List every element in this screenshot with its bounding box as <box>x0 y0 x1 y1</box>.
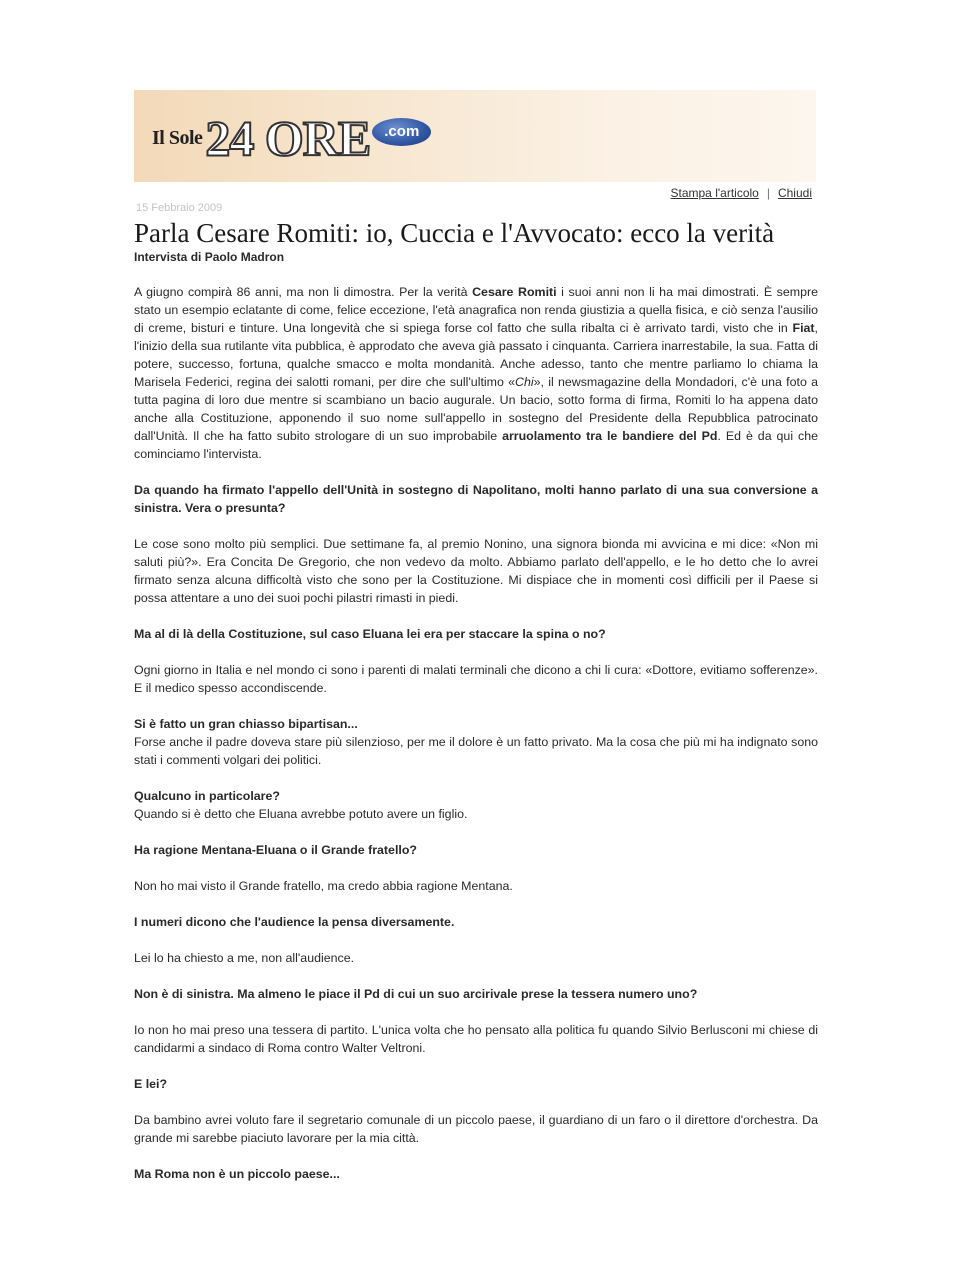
interview-answer: Non ho mai visto il Grande fratello, ma credo abbia ragione Mentana. <box>134 879 513 893</box>
interview-question: Ma al di là della Costituzione, sul caso Eluana lei era per staccare la spina o no? <box>134 627 606 641</box>
toolbar-separator: | <box>766 186 770 200</box>
article-date: 15 Febbraio 2009 <box>136 202 223 214</box>
site-logo[interactable] <box>152 108 431 168</box>
header-banner <box>134 90 816 182</box>
interview-question: Qualcuno in particolare? <box>134 789 280 803</box>
fiat-highlight: Fiat <box>792 321 815 335</box>
close-link[interactable]: Chiudi <box>777 186 812 200</box>
logo-24ore: 24 ORE <box>205 110 371 166</box>
interview-question: Ha ragione Mentana-Eluana o il Grande fratello? <box>134 843 417 857</box>
pd-highlight: arruolamento tra le bandiere del Pd <box>502 429 718 443</box>
interview-answer: Forse anche il padre doveva stare più silenzioso, per me il dolore è un fatto privato. Ma la cosa che più mi ha indignato sono stati i commenti volgari dei politici. <box>134 735 818 767</box>
interview-answer: Quando si è detto che Eluana avrebbe potuto avere un figlio. <box>134 807 468 821</box>
interview-answer: Ogni giorno in Italia e nel mondo ci sono i parenti di malati terminali che dicono a chi li cura: «Dottore, evitiamo sofferenze». E il medico spesso accondiscende. <box>134 663 818 695</box>
interview-question: E lei? <box>134 1077 168 1091</box>
logo-com-badge: .com <box>372 118 431 146</box>
print-article-link[interactable]: Stampa l'articolo <box>670 186 759 200</box>
logo-il-sole: Il Sole <box>152 126 203 149</box>
article-toolbar <box>671 186 813 200</box>
chi-magazine-name: Chi <box>515 375 534 389</box>
interview-answer: Da bambino avrei voluto fare il segretario comunale di un piccolo paese, il guardiano di un faro o il direttore d'orchestra. Da grande mi sarebbe piaciuto lavorare per la mia città. <box>134 1113 818 1145</box>
article-byline: Intervista di Paolo Madron <box>134 250 285 264</box>
interview-question: Da quando ha firmato l'appello dell'Unità in sostegno di Napolitano, molti hanno parlato di una sua conversione a sinistra. Vera o presunta? <box>134 483 818 515</box>
interview-answer: Io non ho mai preso una tessera di partito. L'unica volta che ho pensato alla politica fu quando Silvio Berlusconi mi chiese di candidarmi a sindaco di Roma contro Walter Veltroni. <box>134 1023 818 1055</box>
article-title: Parla Cesare Romiti: io, Cuccia e l'Avvocato: ecco la verità <box>134 218 775 248</box>
name-highlight: Cesare Romiti <box>472 285 557 299</box>
interview-answer: Lei lo ha chiesto a me, non all'audience. <box>134 951 355 965</box>
interview-answer: Le cose sono molto più semplici. Due settimane fa, al premio Nonino, una signora bionda mi avvicina e mi dice: «Non mi saluti più?». Era Concita De Gregorio, che non vedevo da molto. Abbiamo parlato dell'appello, e le ho detto che lo avrei firmato senza alcuna difficoltà visto che sono per la Costituzione. Mi dispiace che in momenti così difficili per il Paese si possa attentare a uno dei suoi pochi pilastri rimasti in piedi. <box>134 537 818 605</box>
article-body <box>134 283 818 1183</box>
interview-question: Non è di sinistra. Ma almeno le piace il Pd di cui un suo arcirivale prese la tessera numero uno? <box>134 987 698 1001</box>
interview-question: Ma Roma non è un piccolo paese... <box>134 1167 340 1181</box>
interview-question: I numeri dicono che l'audience la pensa diversamente. <box>134 915 455 929</box>
article-intro: A giugno compirà 86 anni, ma non li dimostra. Per la verità Cesare Romiti i suoi anni non li ha mai dimostrati. È sempre stato un esempio eclatante di come, felice eccezione, l'età anagrafica non renda giustizia a quella fisica, e ciò senza l'ausilio di creme, bisturi e tinture. Una longevità che si spiega forse col fatto che sulla ribalta ci è arrivato tardi, visto che in Fiat, l'inizio della sua rutilante vita pubblica, è approdato che aveva già passato i cinquanta. Carriera inarrestabile, la sua. Fatta di potere, successo, fortuna, qualche smacco e molta mondanità. Anche adesso, tanto che mentre parliamo lo chiama la Marisela Federici, regina dei salotti romani, per dire che sull'ultimo «Chi», il newsmagazine della Mondadori, c'è una foto a tutta pagina di loro due mentre si scambiano un bacio augurale. Un bacio, sotto forma di firma, Romiti lo ha appena dato anche alla Costituzione, apponendo il suo nome sull'appello in sostegno del Presidente della Repubblica patrocinato dall'Unità. Il che ha fatto subito strologare di un suo improbabile arruolamento tra le bandiere del Pd. Ed è da qui che cominciamo l'intervista. <box>134 285 818 461</box>
interview-question: Si è fatto un gran chiasso bipartisan... <box>134 717 358 731</box>
